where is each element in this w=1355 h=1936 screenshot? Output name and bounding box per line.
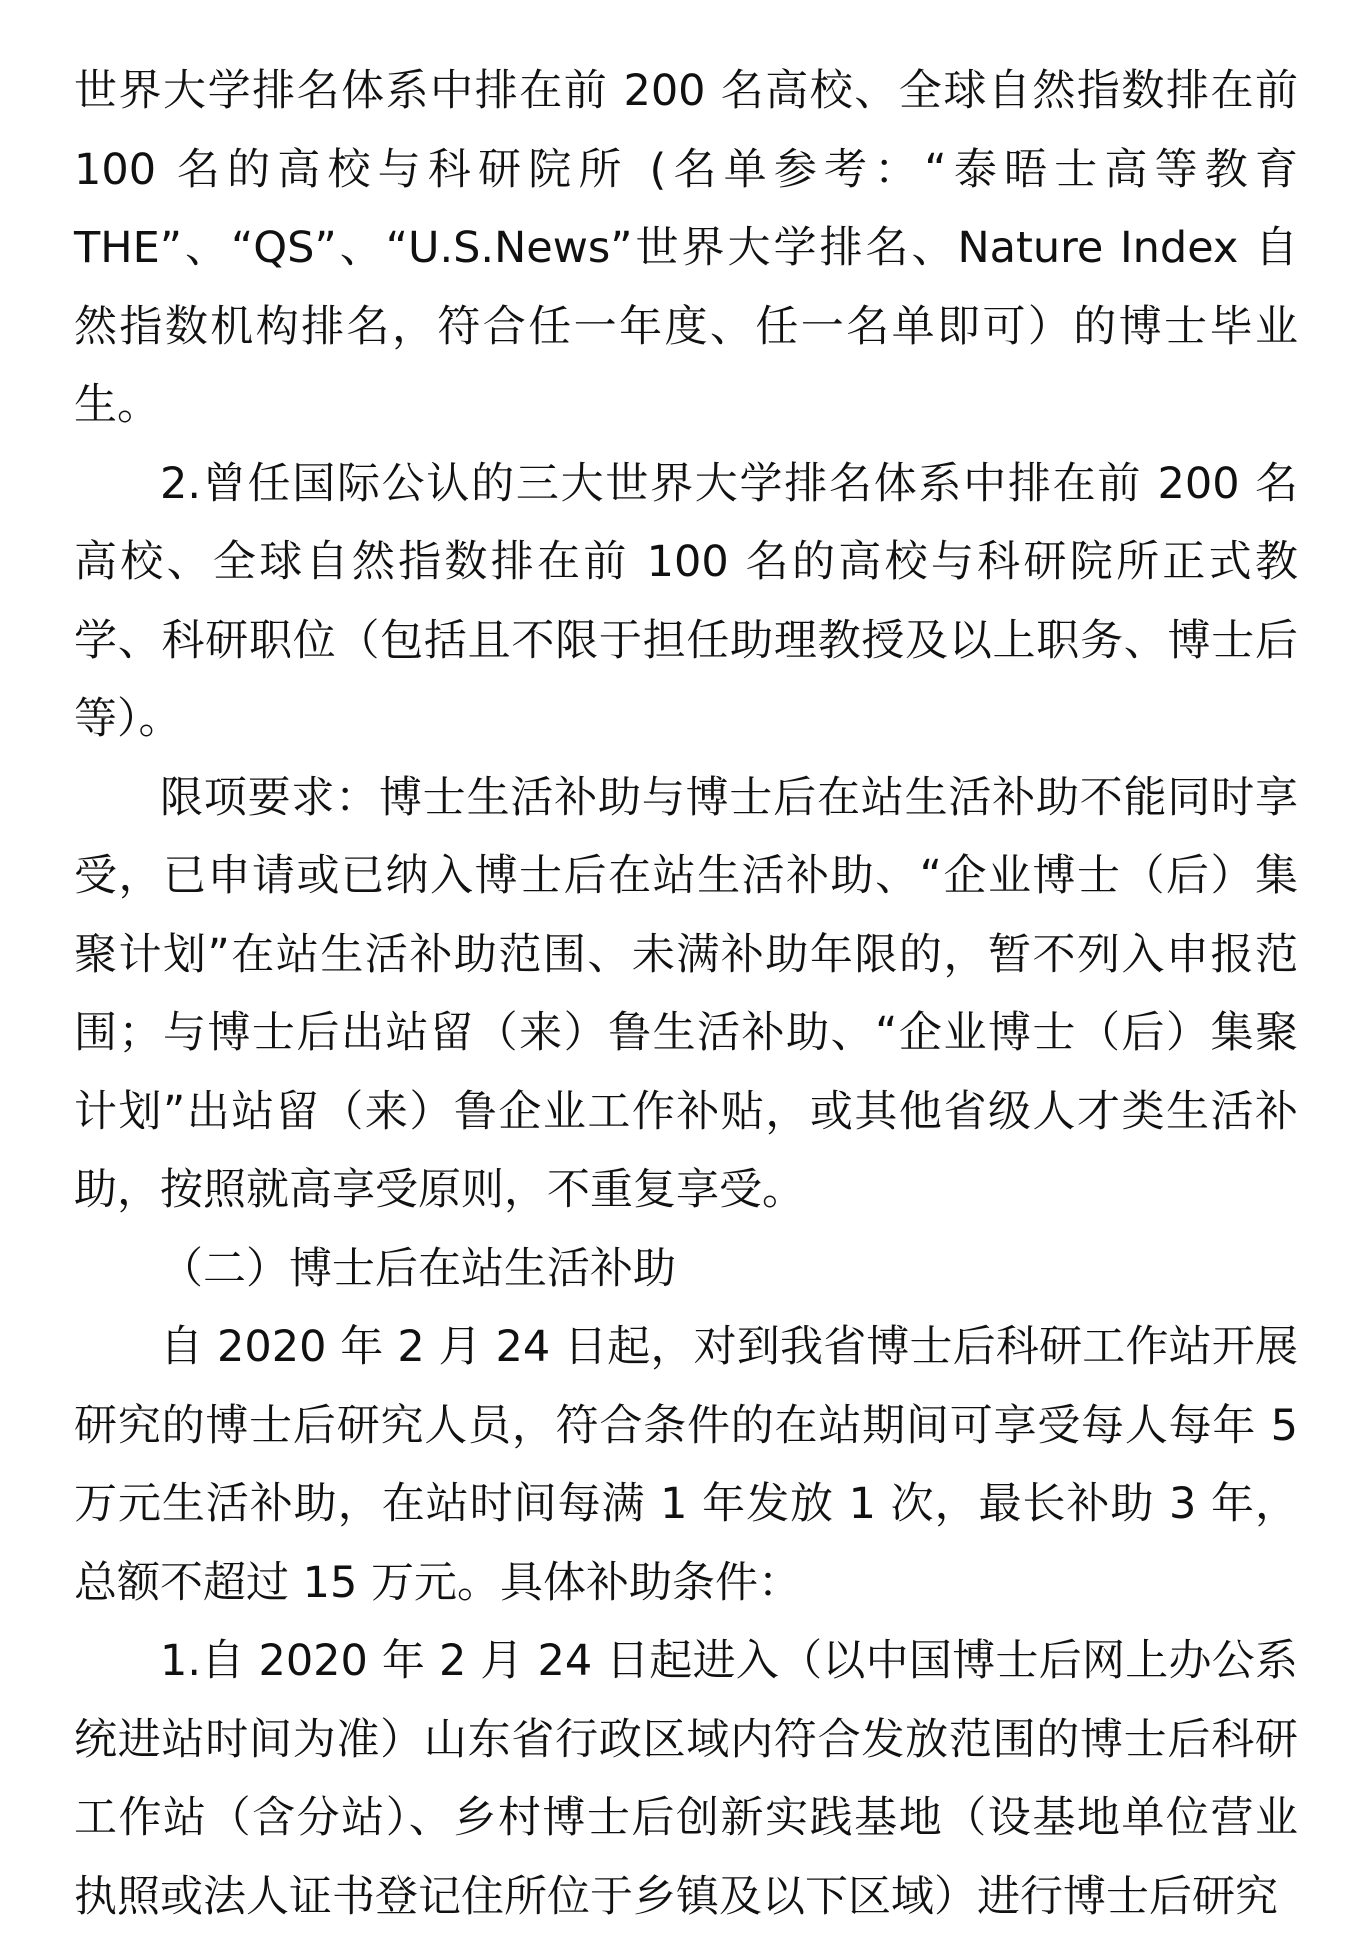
document-page [74,52,1298,1936]
paragraph-ranking-continuation: 世界大学排名体系中排在前 200 名高校、全球自然指数排在前 100 名的高校与科研院所 (名单参考：“泰晤士高等教育 THE”、“QS”、“U.S.News”世界大学排名、Nature Index 自然指数机构排名，符合任一年度、任一名单即可）的博士毕业生。 [74,66,1298,430]
paragraph-subsidy-description: 自 2020 年 2 月 24 日起，对到我省博士后科研工作站开展研究的博士后研究人员，符合条件的在站期间可享受每人每年 5 万元生活补助，在站时间每满 1 年发放 1 次，最长补助 3 年，总额不超过 15 万元。具体补助条件： [74,1322,1298,1608]
paragraph-item-1-entry-condition: 1.自 2020 年 2 月 24 日起进入（以中国博士后网上办公系统进站时间为准）山东省行政区域内符合发放范围的博士后科研工作站（含分站）、乡村博士后创新实践基地（设基地单位营业执照或法人证书登记住所位于乡镇及以下区域）进行博士后研究 [74,1636,1298,1922]
section-heading-postdoc-subsidy: （二）博士后在站生活补助 [160,1243,676,1294]
paragraph-restriction-requirements: 限项要求：博士生活补助与博士后在站生活补助不能同时享受，已申请或已纳入博士后在站生活补助、“企业博士（后）集聚计划”在站生活补助范围、未满补助年限的，暂不列入申报范围；与博士后出站留（来）鲁生活补助、“企业博士（后）集聚计划”出站留（来）鲁企业工作补贴，或其他省级人才类生活补助，按照就高享受原则，不重复享受。 [74,772,1298,1215]
paragraph-item-2-former-position: 2.曾任国际公认的三大世界大学排名体系中排在前 200 名高校、全球自然指数排在前 100 名的高校与科研院所正式教学、科研职位（包括且不限于担任助理教授及以上职务、博士后等）。 [74,458,1298,744]
